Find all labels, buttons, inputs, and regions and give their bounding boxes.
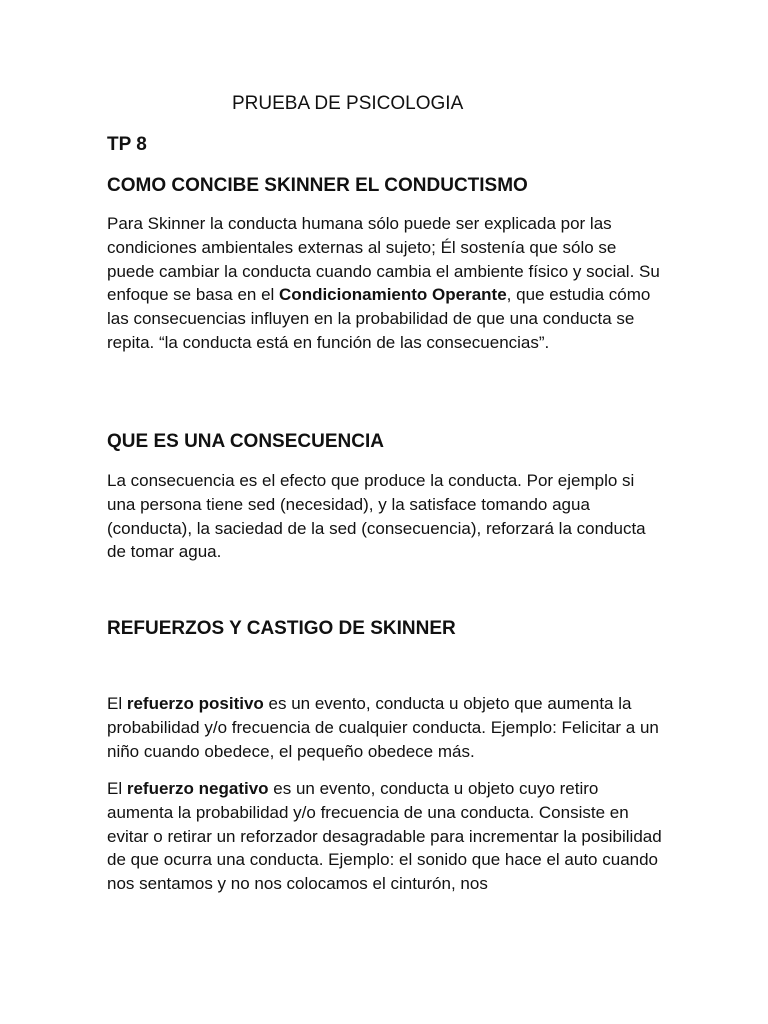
section-heading-conductismo: COMO CONCIBE SKINNER EL CONDUCTISMO <box>107 175 528 196</box>
document-title: PRUEBA DE PSICOLOGIA <box>232 93 464 114</box>
paragraph-refuerzo-positivo <box>107 692 667 763</box>
section-heading-consecuencia: QUE ES UNA CONSECUENCIA <box>107 431 384 452</box>
bold-term: refuerzo negativo <box>126 779 269 798</box>
paragraph-text: Para Skinner la conducta humana sólo puede ser explicada por las condiciones ambientales externas al sujeto; Él sostenía que sólo se puede cambiar la conducta cuando cambia el ambiente físico y social. Su enfoque se basa en el <box>107 214 660 305</box>
tp-label: TP 8 <box>107 134 147 155</box>
paragraph-text: El <box>107 779 127 798</box>
section-heading-refuerzos: REFUERZOS Y CASTIGO DE SKINNER <box>107 618 456 639</box>
bold-term: refuerzo positivo <box>126 694 264 713</box>
paragraph-text: , que estudia cómo las consecuencias influyen en la probabilidad de que una conducta se repita. “la conducta está en función de las consecuencias”. <box>107 285 651 352</box>
paragraph-conductismo <box>107 212 667 355</box>
paragraph-text: es un evento, conducta u objeto que aumenta la probabilidad y/o frecuencia de cualquier conducta. Ejemplo: Felicitar a un niño cuando obedece, el pequeño obedece más. <box>107 694 659 761</box>
paragraph-consecuencia: La consecuencia es el efecto que produce la conducta. Por ejemplo si una persona tiene sed (necesidad), y la satisface tomando agua (conducta), la saciedad de la sed (consecuencia), reforzará la conducta de tomar agua. <box>107 471 646 562</box>
bold-term: Condicionamiento Operante <box>279 285 507 305</box>
paragraph-text: El <box>107 694 127 713</box>
paragraph-refuerzo-negativo <box>107 777 667 896</box>
paragraph-text: es un evento, conducta u objeto cuyo retiro aumenta la probabilidad y/o frecuencia de una conducta. Consiste en evitar o retirar un reforzador desagradable para incrementar la posibilidad de que ocurra una conducta. Ejemplo: el sonido que hace el auto cuando nos sentamos y no nos colocamos el cinturón, nos <box>107 779 662 894</box>
